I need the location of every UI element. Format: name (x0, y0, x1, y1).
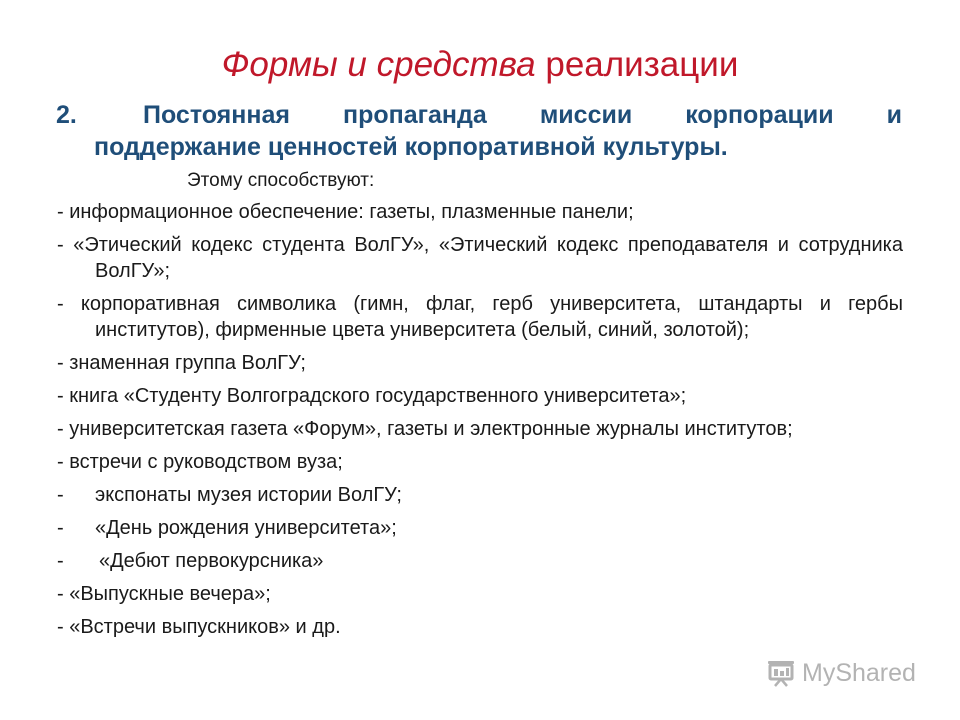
list-item: - «Встречи выпускников» и др. (57, 616, 341, 638)
section-heading (56, 99, 902, 163)
list-item (57, 515, 903, 541)
list-item: - «Выпускные вечера»; (57, 583, 271, 605)
section-heading-line1: 2. Постоянная пропаганда миссии корпорации и (56, 101, 902, 129)
list-item-text: «Дебют первокурсника» (99, 550, 324, 572)
presentation-board-icon (766, 658, 796, 688)
list-item-text: «День рождения университета»; (95, 517, 397, 539)
list-item (57, 548, 903, 574)
list-dash: - (57, 550, 64, 572)
slide-title-italic: Формы и средства (221, 45, 536, 84)
list-item: - корпоративная символика (гимн, флаг, герб университета, штандарты и гербы институтов), фирменные цвета университета (белый, синий, золотой); (57, 293, 903, 341)
list-item: - «Этический кодекс студента ВолГУ», «Этический кодекс преподавателя и сотрудника ВолГУ»; (57, 234, 903, 282)
list-item: - знаменная группа ВолГУ; (57, 352, 306, 374)
subheading: Этому способствуют: (187, 170, 375, 191)
section-number: 2. (56, 101, 77, 129)
slide-title (0, 42, 960, 88)
list-item: - встречи с руководством вуза; (57, 451, 343, 473)
myshared-watermark (766, 656, 916, 690)
list-dash: - (57, 484, 64, 506)
list-item: - книга «Студенту Волгоградского государственного университета»; (57, 385, 687, 407)
watermark-text: MyShared (802, 658, 916, 687)
bullet-list (57, 199, 903, 647)
list-item (57, 482, 903, 508)
list-item: - университетская газета «Форум», газеты и электронные журналы институтов; (57, 418, 793, 440)
slide-title-rest: реализации (535, 45, 739, 84)
list-item-text: экспонаты музея истории ВолГУ; (95, 484, 402, 506)
list-item: - информационное обеспечение: газеты, плазменные панели; (57, 201, 634, 223)
section-heading-line2: поддержание ценностей корпоративной культуры. (94, 133, 728, 161)
list-dash: - (57, 517, 64, 539)
